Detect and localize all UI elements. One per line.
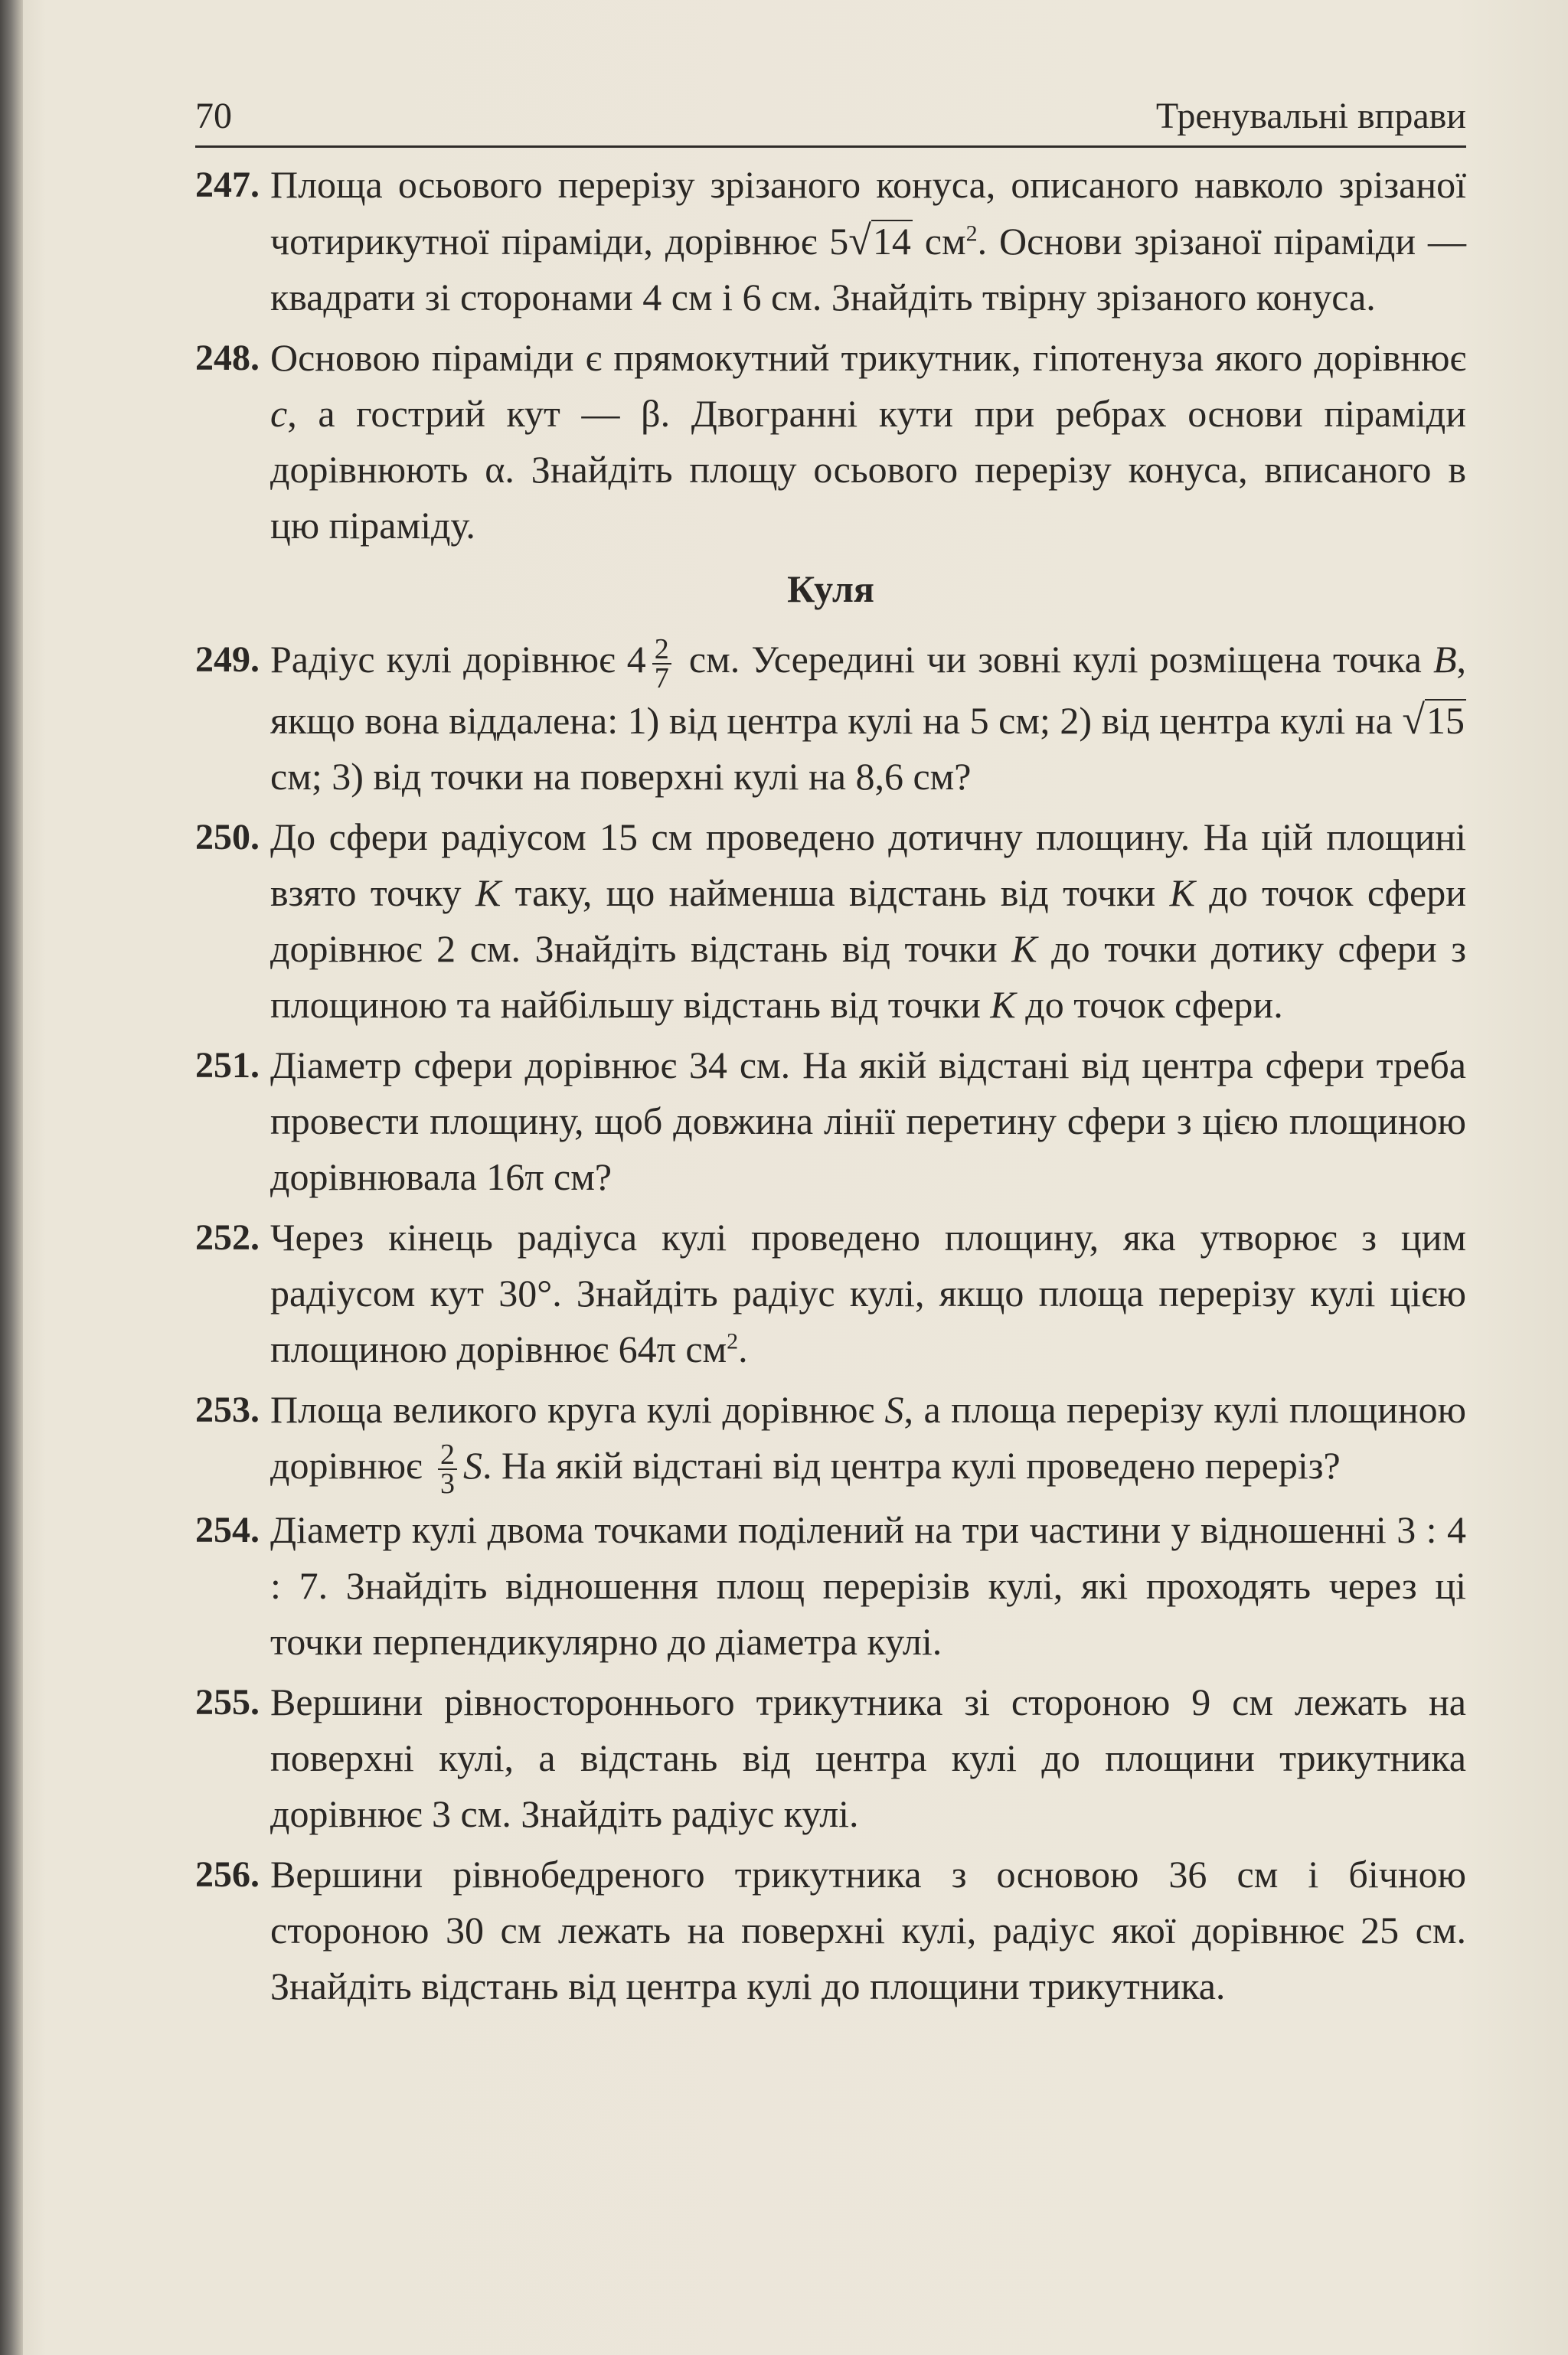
problem-text-part: Площа осьового перерізу зрізаного конуса, описаного навколо зрізаної чотирикутної піраміди, дорівнює 5	[270, 163, 1466, 263]
variable: c	[270, 392, 288, 435]
variable: B	[1432, 638, 1457, 681]
problem-text-part: см. Усередині чи зовні кулі розміщена точка	[677, 638, 1433, 681]
problem-text	[270, 1210, 1466, 1377]
page-content	[195, 157, 1466, 2019]
problem-251	[195, 1037, 1466, 1205]
problem-text-part: таку, що найменша відстань від точки	[501, 870, 1170, 914]
problem-256	[195, 1847, 1466, 2014]
problem-text-part: до точок сфери.	[1015, 982, 1283, 1026]
problem-text-part: , а площа перерізу кулі площиною дорівнює	[270, 1387, 1467, 1487]
problem-number: 248.	[195, 338, 260, 378]
problem-text-part: Радіус кулі дорівнює 4	[270, 638, 646, 681]
variable: S	[463, 1443, 483, 1487]
problem-text-part: Через кінець радіуса кулі проведено площину, яка утворює з цим радіусом кут 30°. Знайдіть радіус кулі, якщо площа перерізу кулі цією площиною дорівнює 64π см	[270, 1215, 1466, 1370]
variable: K	[475, 870, 501, 914]
page-number: 70	[195, 96, 232, 136]
fraction	[438, 1439, 457, 1501]
exponent: 2	[727, 1328, 739, 1354]
section-title: Куля	[787, 567, 874, 610]
variable: K	[990, 982, 1016, 1026]
denominator: 7	[654, 661, 669, 694]
page-header	[195, 90, 1466, 148]
exponent: 2	[965, 220, 978, 247]
problem-number: 247.	[195, 165, 260, 205]
variable: K	[1011, 926, 1037, 970]
problem-number: 251.	[195, 1044, 260, 1086]
problem-254	[195, 1502, 1466, 1670]
problem-250	[195, 809, 1466, 1033]
problem-text-part: Площа великого круга кулі дорівнює	[270, 1387, 885, 1431]
problem-number: 255.	[195, 1682, 260, 1723]
problem-text-part: До сфери радіусом 15 см проведено дотичну площину. На цій площині взято точку	[270, 815, 1466, 914]
problem-number: 249.	[195, 639, 260, 680]
problem-number: 256.	[195, 1854, 260, 1896]
problem-text-part: Основою піраміди є прямокутний трикутник, гіпотенуза якого дорівнює	[270, 336, 1466, 379]
problem-252	[195, 1210, 1466, 1377]
problem-text-part: . На якій відстані від центра кулі проведено переріз?	[482, 1443, 1341, 1487]
problem-247	[195, 157, 1466, 325]
book-binding-shadow	[0, 0, 23, 2355]
square-root: √14	[848, 217, 911, 263]
problem-text-part: см; 3) від точки на поверхні кулі на 8,6 см?	[270, 754, 972, 798]
problem-number: 252.	[195, 1217, 260, 1258]
problem-text-part: . Основи зрізаної піраміди — квадрати зі сторонами 4 см і 6 см. Знайдіть твірну зрізаного конуса.	[270, 220, 1466, 318]
running-head: Тренувальні вправи	[1155, 96, 1466, 136]
fraction	[652, 632, 671, 694]
problem-number: 254.	[195, 1510, 260, 1551]
problem-text	[270, 1382, 1467, 1501]
variable: S	[884, 1387, 904, 1431]
numerator: 2	[438, 1441, 457, 1470]
problem-text: Діаметр кулі двома точками поділений на три частини у відношенні 3 : 4 : 7. Знайдіть відношення площ перерізів кулі, які проходять через ці точки перпендикулярно до діаметра кулі.	[270, 1508, 1466, 1664]
problem-text: Вершини рівнобедреного трикутника з основою 36 см і бічною стороною 30 см лежать на поверхні кулі, радіус якої дорівнює 25 см. Знайдіть відстань від центра кулі до площини трикутника.	[270, 1853, 1466, 2008]
problem-text	[270, 632, 1466, 805]
problem-number: 250.	[195, 816, 260, 857]
problem-text-part: до точок сфери дорівнює 2 см. Знайдіть відстань від точки	[270, 870, 1466, 970]
radicand: 14	[872, 220, 911, 263]
problem-248	[195, 330, 1466, 554]
problem-text	[270, 809, 1466, 1033]
problem-text-part: до точки дотику сфери з площиною та найбільшу відстань від точки	[270, 926, 1466, 1026]
problem-number: 253.	[195, 1389, 260, 1430]
radicand: 15	[1426, 698, 1465, 742]
problem-253	[195, 1382, 1467, 1501]
problem-text-part: , якщо вона віддалена: 1) від центра кулі на 5 см; 2) від центра кулі на	[270, 638, 1467, 742]
denominator: 3	[440, 1468, 456, 1501]
problem-text	[270, 157, 1466, 325]
variable: K	[1169, 870, 1195, 914]
problem-text	[270, 330, 1466, 554]
problem-text-part: .	[738, 1327, 748, 1370]
problem-255	[195, 1674, 1466, 1842]
problem-text: Вершини рівностороннього трикутника зі стороною 9 см лежать на поверхні кулі, а відстань від центра кулі до площини трикутника дорівнює 3 см. Знайдіть радіус кулі.	[270, 1681, 1466, 1836]
problem-249	[195, 632, 1466, 805]
numerator: 2	[652, 635, 671, 665]
unit: см	[912, 220, 966, 263]
problem-text-part: , а гострий кут — β. Двогранні кути при ребрах основи піраміди дорівнюють α. Знайдіть площу осьового перерізу конуса, вписаного в цю піраміду.	[270, 392, 1466, 547]
square-root: √15	[1402, 696, 1465, 743]
problem-text: Діаметр сфери дорівнює 34 см. На якій відстані від центра сфери треба провести площину, щоб довжина лінії перетину сфери з цією площиною дорівнювала 16π см?	[270, 1043, 1466, 1198]
